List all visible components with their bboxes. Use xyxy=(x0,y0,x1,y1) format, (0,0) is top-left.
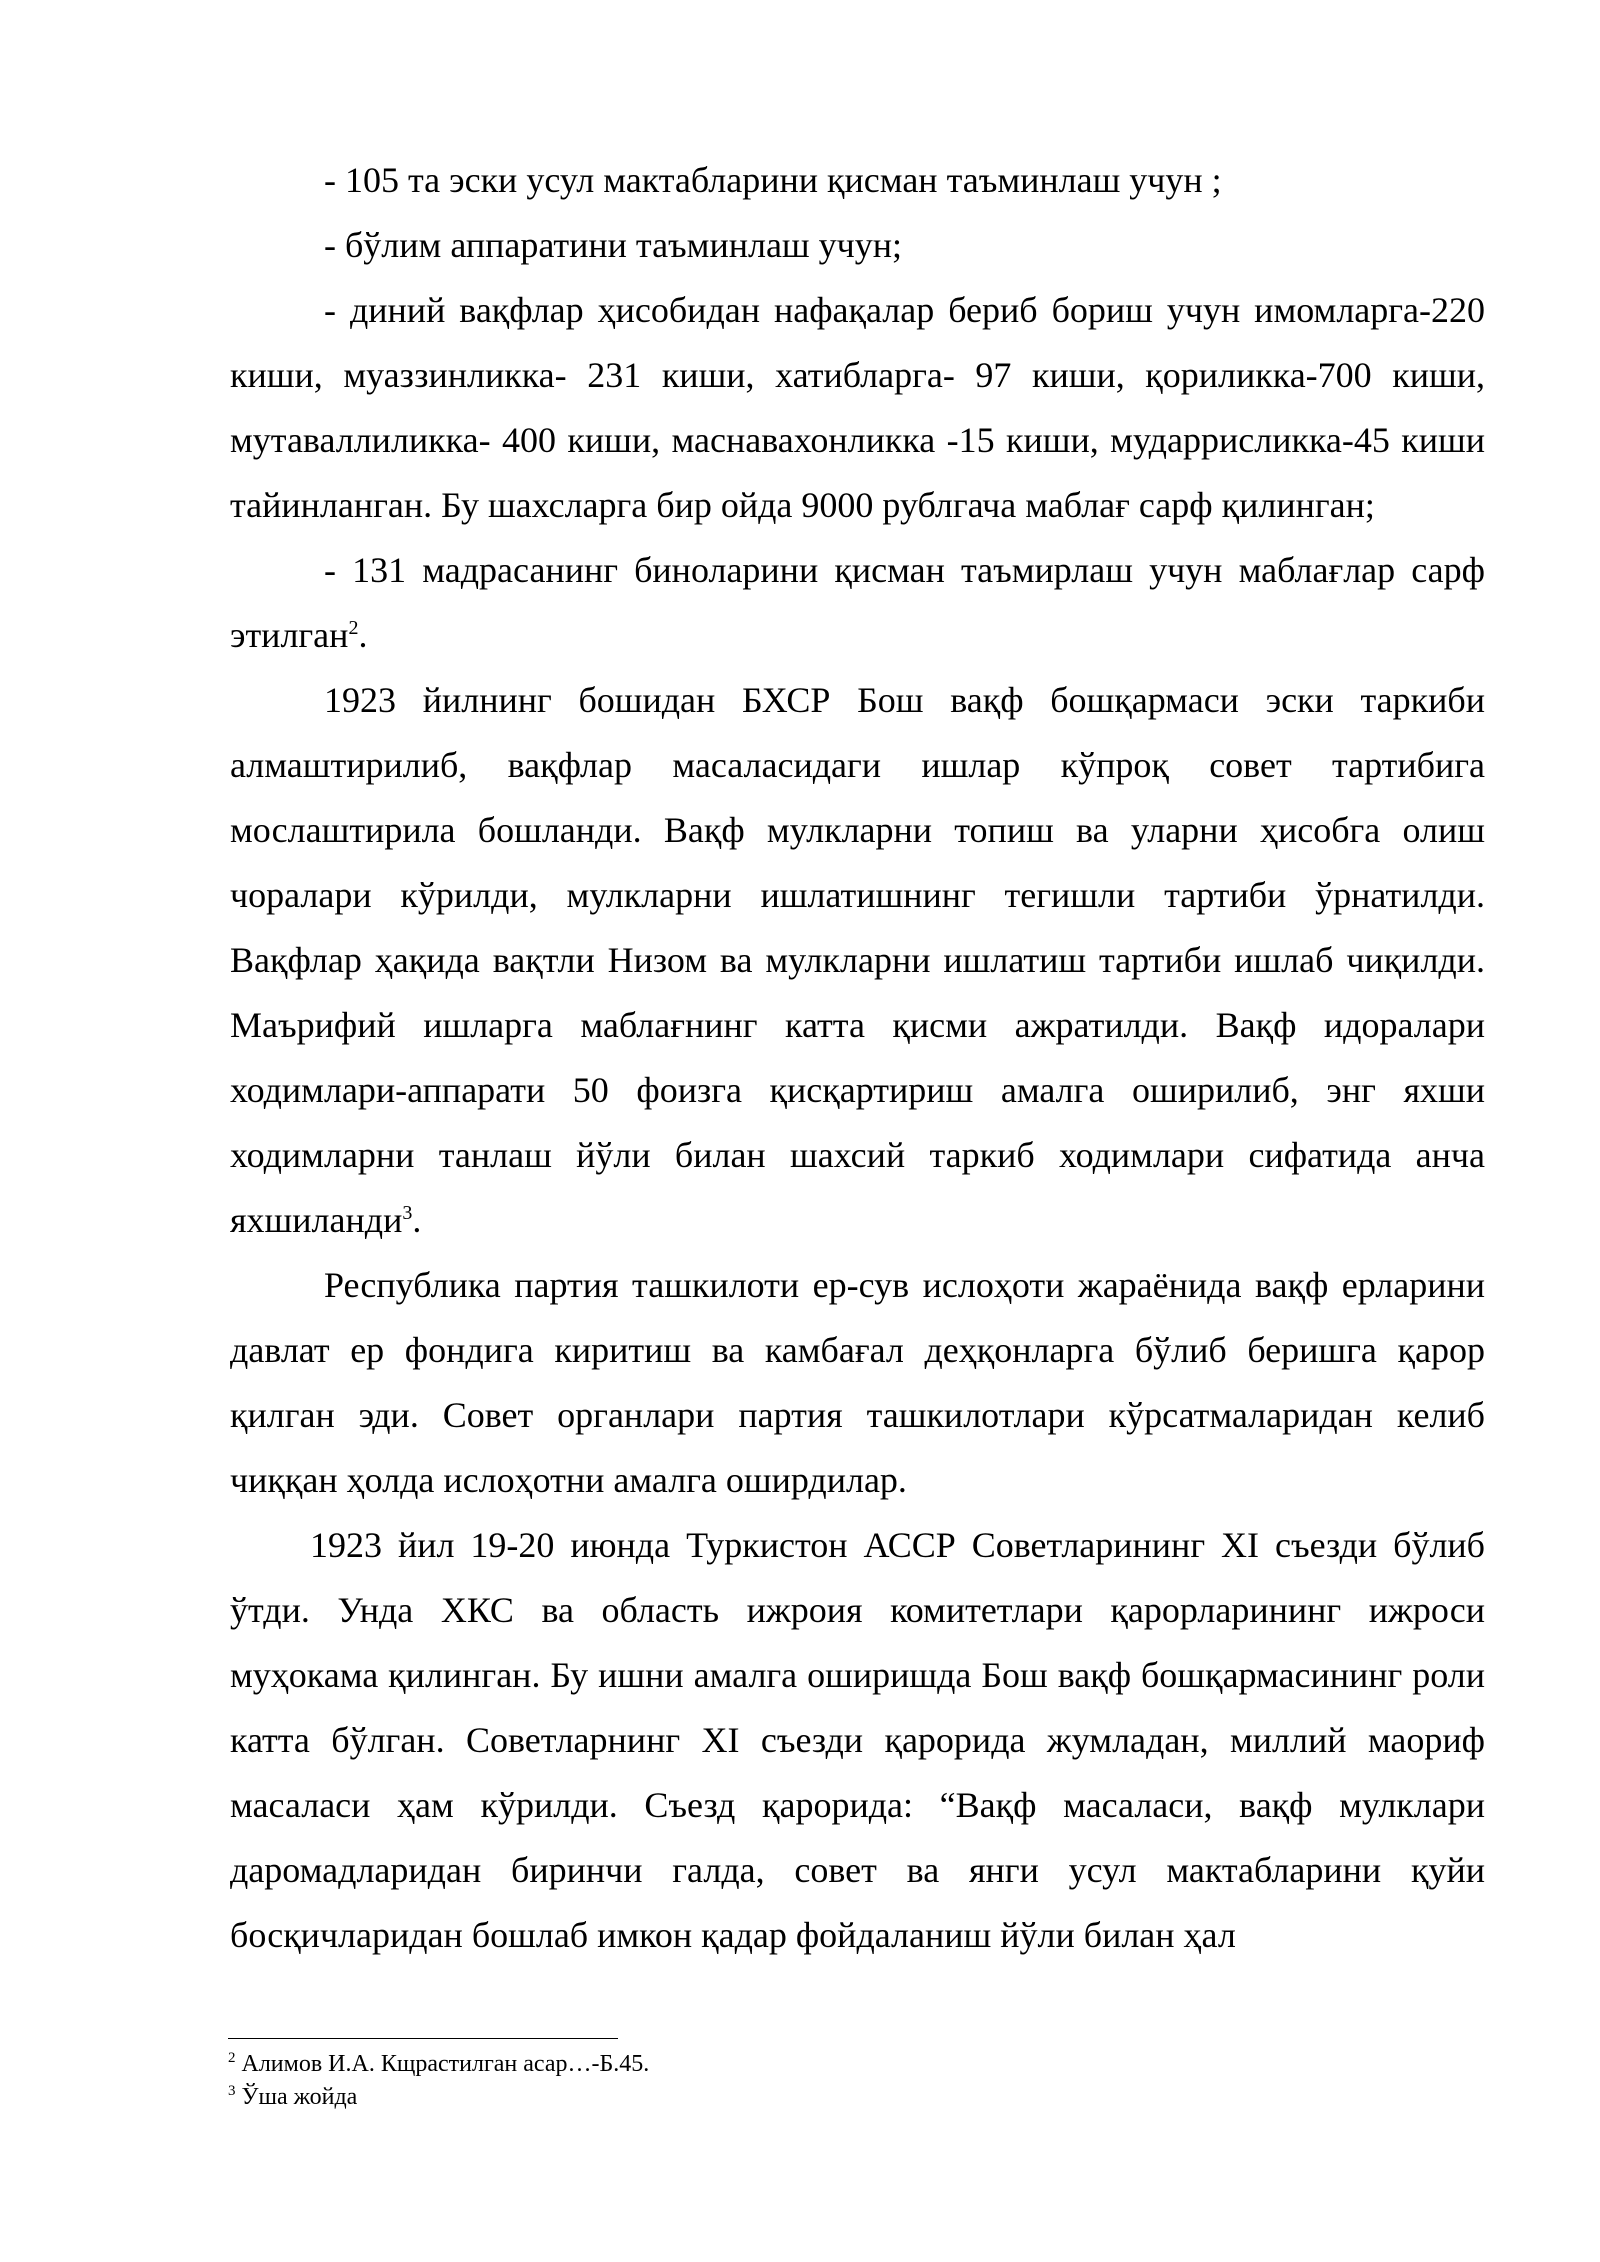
footnote-text: Алимов И.А. Кщрастилган асар…-Б.45. xyxy=(241,2051,650,2077)
footnote-separator xyxy=(228,2038,618,2039)
paragraph-text: - диний вақфлар ҳисобидан нафақалар бериб бориш учун имомларга-220 киши, муаззинликка- 231 киши, хатибларга- 97 киши, қориликка-700 киши, мутаваллиликка- 400 киши, маснавахонликка -15 киши, мударрисликка-45 киши тайинланган. Бу шахсларга бир ойда 9000 рублгача маблағ сарф қилинган; xyxy=(230,290,1485,525)
paragraph-end-punct: . xyxy=(358,615,368,655)
paragraph-text: - бўлим аппаратини таъминлаш учун; xyxy=(324,225,903,265)
paragraph-xi-congress xyxy=(230,1513,1485,1968)
footnotes xyxy=(228,2048,1485,2114)
footnote-text: Ўша жойда xyxy=(241,2084,358,2110)
paragraph-madrasa-131 xyxy=(230,538,1485,668)
body-text xyxy=(230,148,1485,1968)
paragraph-text: - 131 мадрасанинг биноларини қисман таъмирлаш учун маблағлар сарф этилган xyxy=(230,550,1485,655)
footnote-3 xyxy=(228,2081,1485,2114)
footnote-mark: 2 xyxy=(228,2050,236,2066)
paragraph-schools-105 xyxy=(230,148,1485,213)
paragraph-apparatus xyxy=(230,213,1485,278)
footnote-reference[interactable]: 2 xyxy=(348,617,359,639)
paragraph-text: Республика партия ташкилоти ер-сув ислоҳоти жараёнида вақф ерларини давлат ер фондига киритиш ва камбағал деҳқонларга бўлиб беришга қарор қилган эди. Совет органлари партия ташкилотлари кўрсатмаларидан келиб чиққан ҳолда ислоҳотни амалга оширдилар. xyxy=(230,1265,1485,1500)
paragraph-text: 1923 йил 19-20 июнда Туркистон АССР Советларининг XI съезди бўлиб ўтди. Унда ХКС ва область ижроия комитетлари қарорларининг ижроси муҳокама қилинган. Бу ишни амалга оширишда Бош вақф бошқармасининг роли катта бўлган. Советларнинг XI съезди қарорида жумладан, миллий маориф масаласи ҳам кўрилди. Съезд қарорида: “Вақф масаласи, вақф мулклари даромадларидан биринчи галда, совет ва янги усул мактабларини қуйи босқичларидан бошлаб имкон қадар фойдаланиш йўли билан ҳал xyxy=(230,1525,1485,1955)
paragraph-end-punct: . xyxy=(412,1200,422,1240)
paragraph-land-reform xyxy=(230,1253,1485,1513)
paragraph-religious-waqf xyxy=(230,278,1485,538)
footnote-reference[interactable]: 3 xyxy=(402,1202,413,1224)
paragraph-text: 1923 йилнинг бошидан БХСР Бош вақф бошқармаси эски таркиби алмаштирилиб, вақфлар масаласидаги ишлар кўпроқ совет тартибига мослаштирила бошланди. Вақф мулкларни топиш ва уларни ҳисобга олиш чоралари кўрилди, мулкларни ишлатишнинг тегишли тартиби ўрнатилди. Вақфлар ҳақида вақтли Низом ва мулкларни ишлатиш тартиби ишлаб чиқилди. Маърифий ишларга маблағнинг катта қисми ажратилди. Вақф идоралари ходимлари-аппарати 50 фоизга қисқартириш амалга оширилиб, энг яхши ходимларни танлаш йўли билан шахсий таркиб ходимлари сифатида анча яхшиланди xyxy=(230,680,1485,1240)
paragraph-1923-bxsr xyxy=(230,668,1485,1253)
paragraph-text: - 105 та эски усул мактабларини қисман таъминлаш учун ; xyxy=(324,160,1222,200)
footnote-mark: 3 xyxy=(228,2083,236,2099)
footnote-2 xyxy=(228,2048,1485,2081)
